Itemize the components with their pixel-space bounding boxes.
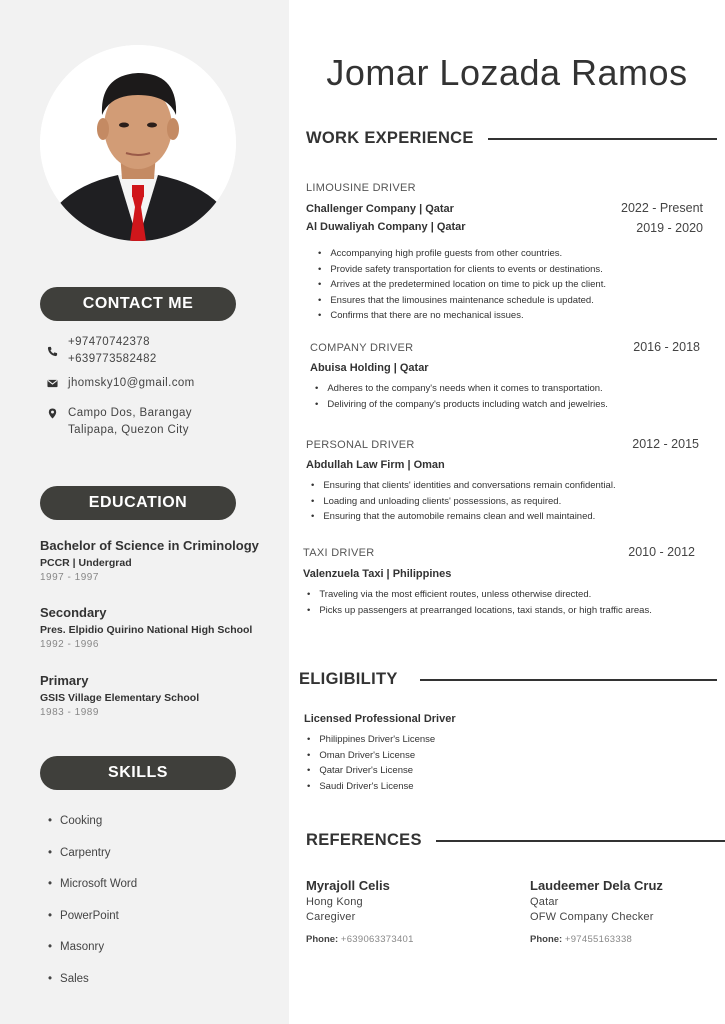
job-title: COMPANY DRIVER (310, 342, 414, 354)
job-duties (311, 478, 616, 525)
job-duty: • Ensuring that clients' identities and conversations remain confidential. (311, 478, 616, 494)
eligibility-heading (299, 670, 717, 689)
candidate-name: Jomar Lozada Ramos (326, 52, 688, 93)
job-date: 2012 - 2015 (632, 437, 699, 451)
job-duty: • Loading and unloading clients' possessions, as required. (311, 494, 616, 510)
job-duty: • Traveling via the most efficient routes, unless otherwise directed. (307, 587, 667, 603)
contact-phone (46, 334, 157, 368)
phone-number-1: +97470742378 (68, 336, 150, 348)
reference-phone (530, 934, 663, 945)
job-duty: • Confirms that there are no mechanical issues. (318, 308, 606, 324)
work-experience-title: WORK EXPERIENCE (306, 129, 474, 147)
location-pin-icon (46, 405, 58, 422)
email-address: jhomsky10@gmail.com (68, 377, 195, 389)
job-duty: • Ensuring that the automobile remains clean and well maintained. (311, 509, 616, 525)
job-company: Valenzuela Taxi | Philippines (303, 568, 452, 580)
job-title: LIMOUSINE DRIVER (306, 182, 416, 194)
envelope-icon (46, 375, 58, 392)
section-divider (420, 679, 717, 681)
contact-email (46, 375, 195, 392)
education-degree: Primary (40, 673, 89, 688)
education-item (40, 605, 280, 650)
education-degree: Secondary (40, 605, 107, 620)
education-school: Pres. Elpidio Quirino National High School (40, 624, 253, 636)
job-title: PERSONAL DRIVER (306, 439, 415, 451)
eligibility-title: ELIGIBILITY (299, 670, 398, 688)
reference-location: Qatar (530, 896, 559, 908)
skill-item: • Cooking (48, 812, 137, 844)
job-date: 2010 - 2012 (628, 545, 695, 559)
job-duty: • Accompanying high profile guests from other countries. (318, 246, 606, 262)
license-list (307, 732, 435, 794)
profile-photo-image (40, 45, 236, 241)
reference-card (306, 878, 414, 945)
skill-item: • Microsoft Word (48, 875, 137, 907)
address-line-2: Talipapa, Quezon City (68, 424, 189, 436)
job-date: 2016 - 2018 (633, 340, 700, 354)
job-duty: • Provide safety transportation for clients to events or destinations. (318, 262, 606, 278)
reference-card (530, 878, 663, 945)
skill-item: • PowerPoint (48, 907, 137, 939)
reference-name: Laudeemer Dela Cruz (530, 878, 663, 893)
job-title: TAXI DRIVER (303, 547, 375, 559)
job-company: Abdullah Law Firm | Oman (306, 459, 445, 471)
reference-phone (306, 934, 414, 945)
reference-phone-number: +97455163338 (564, 934, 633, 945)
education-years: 1997 - 1997 (40, 572, 99, 583)
job-duties (307, 587, 667, 618)
education-item (40, 673, 280, 718)
job-duty: • Picks up passengers at prearranged locations, taxi stands, or high traffic areas. (307, 603, 667, 619)
education-item (40, 538, 280, 583)
contact-heading: CONTACT ME (40, 287, 236, 321)
phone-icon (46, 343, 58, 360)
job-duty: • Ensures that the limousines maintenance schedule is updated. (318, 293, 606, 309)
job-date: 2019 - 2020 (636, 221, 703, 235)
job-date: 2022 - Present (621, 201, 703, 215)
license-item: • Saudi Driver's License (307, 779, 435, 795)
job-company: Abuisa Holding | Qatar (310, 362, 429, 374)
skill-item: • Carpentry (48, 844, 137, 876)
education-school: PCCR | Undergrad (40, 557, 132, 569)
references-heading (306, 831, 725, 850)
education-heading: EDUCATION (40, 486, 236, 520)
reference-phone-number: +639063373401 (340, 934, 414, 945)
job-duty: • Deliviring of the company's products including watch and jewelries. (315, 397, 608, 413)
reference-location: Hong Kong (306, 896, 363, 908)
reference-role: OFW Company Checker (530, 911, 654, 923)
references-title: REFERENCES (306, 831, 422, 849)
phone-number-2: +639773582482 (68, 353, 157, 365)
skill-item: • Masonry (48, 938, 137, 970)
job-duties (318, 246, 606, 324)
reference-name: Myrajoll Celis (306, 878, 390, 893)
address-line-1: Campo Dos, Barangay (68, 407, 192, 419)
job-duty: • Arrives at the predetermined location on time to pick up the client. (318, 277, 606, 293)
reference-role: Caregiver (306, 911, 356, 923)
section-divider (436, 840, 725, 842)
contact-address (46, 405, 192, 439)
education-years: 1992 - 1996 (40, 639, 99, 650)
skill-item: • Sales (48, 970, 137, 1002)
job-company: Challenger Company | Qatar (306, 203, 454, 215)
education-school: GSIS Village Elementary School (40, 692, 200, 704)
work-experience-heading (306, 129, 717, 148)
reference-phone-label: Phone: (306, 934, 339, 945)
job-duties (315, 381, 608, 412)
sidebar (0, 0, 289, 1024)
education-degree: Bachelor of Science in Criminology (40, 538, 259, 553)
skills-list (48, 812, 137, 1002)
eligibility-subheading: Licensed Professional Driver (304, 713, 456, 725)
profile-photo (40, 45, 236, 241)
reference-phone-label: Phone: (530, 934, 563, 945)
license-item: • Qatar Driver's License (307, 763, 435, 779)
education-years: 1983 - 1989 (40, 707, 99, 718)
section-divider (488, 138, 717, 140)
skills-heading: SKILLS (40, 756, 236, 790)
license-item: • Oman Driver's License (307, 748, 435, 764)
license-item: • Philippines Driver's License (307, 732, 435, 748)
job-duty: • Adheres to the company's needs when it comes to transportation. (315, 381, 608, 397)
job-company: Al Duwaliyah Company | Qatar (306, 221, 466, 233)
